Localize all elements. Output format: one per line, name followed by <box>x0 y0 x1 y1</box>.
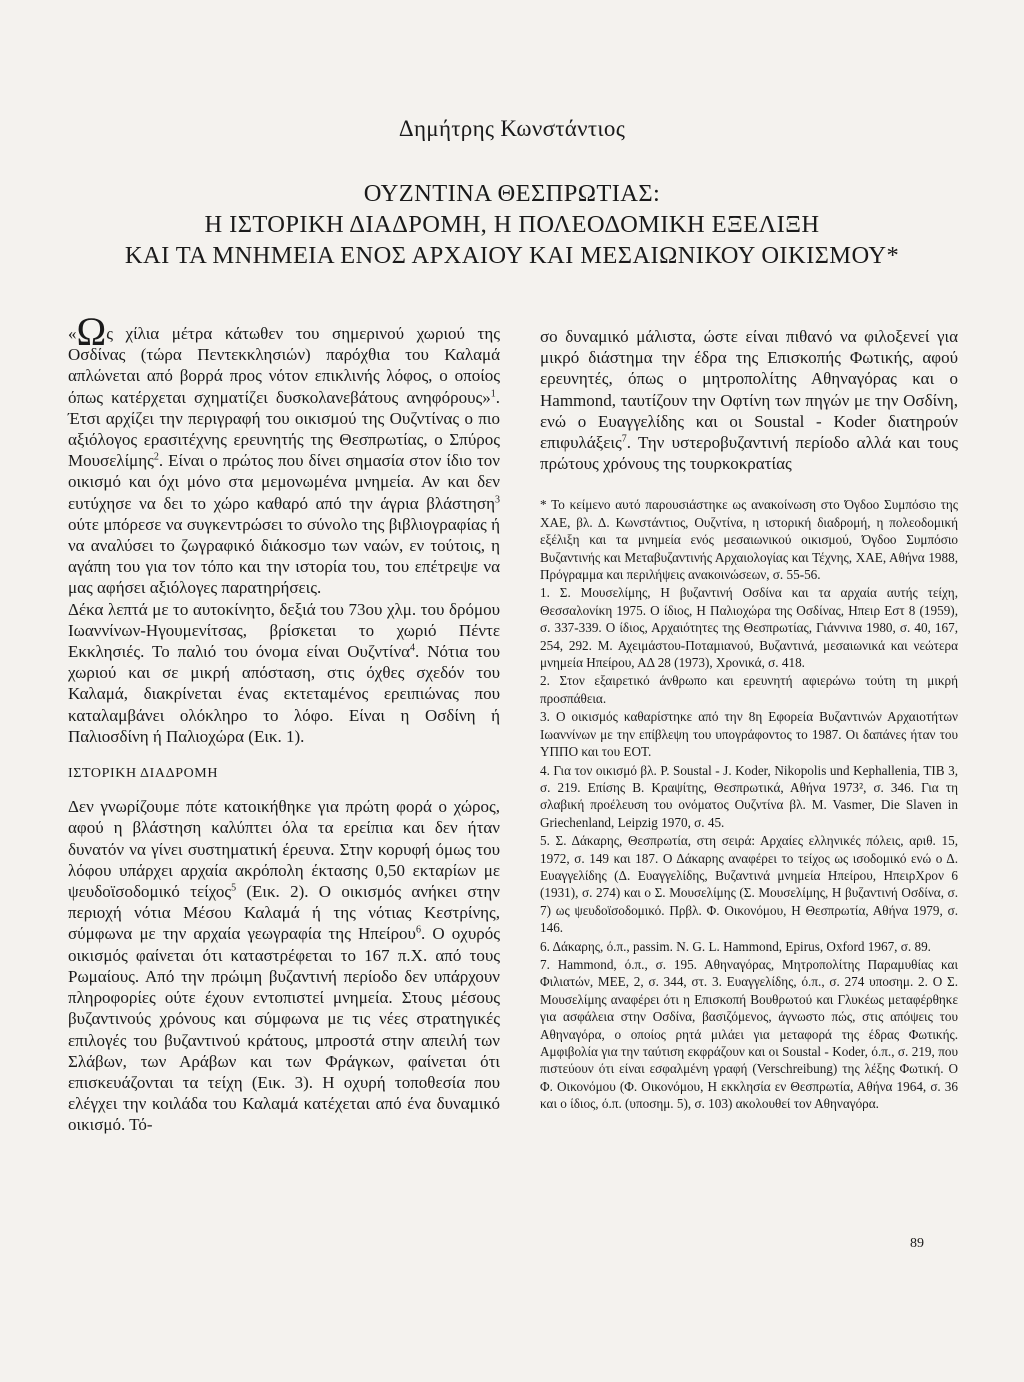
text-run: . Την υστεροβυζαντινή περίοδο αλλά και τους πρώτους χρόνους της τουρκοκρατίας <box>540 433 958 474</box>
text-run: ούτε μπόρεσε να συγκεντρώσει το σύνολο της βιβλιογραφίας ή να αναλύσει το ζωγραφικό διάκοσμο των ναών, εν τούτοις, η αγάπη του για τον τόπο και την ιστορία του, του επέτρεψε να μας αφήσει αξιόλογες παρατηρήσεις. <box>68 514 500 598</box>
footnote: 5. Σ. Δάκαρης, Θεσπρωτία, στη σειρά: Αρχαίες ελληνικές πόλεις, αριθ. 15, 1972, σ. 149 και 187. Ο Δάκαρης αναφέρει το τείχος ως ισοδομικό ενώ ο Δ. Ευαγγελίδης (Δ. Ευαγγελίδης, Βυζαντινά μνημεία Ηπείρου, ΗπειρΧρον 6 (1931), σ. 274) και ο Σ. Μουσελίμης (Σ. Μουσελίμης, Η βυζαντινή Οσδίνα, σ. 7) ως ψευδοϊσοδομικό. Πρβλ. Φ. Οικονόμου, Η Θεσπρωτία, Αθήνα 1979, σ. 146. <box>540 833 958 936</box>
open-quote: « <box>68 324 77 343</box>
text-run: (Εικ. 2). Ο οικισμός ανήκει στην περιοχή νότια Μέσου Καλαμά ή της νότιας Κεστρίνης, σύμφωνα με την αρχαία γεωγραφία της Ηπείρου <box>68 882 500 944</box>
title-line: ΚΑΙ ΤΑ ΜΝΗΜΕΙΑ ΕΝΟΣ ΑΡΧΑΙΟΥ ΚΑΙ ΜΕΣΑΙΩΝΙΚΟΥ ΟΙΚΙΣΜΟΥ* <box>124 242 900 269</box>
page-number: 89 <box>910 1236 924 1251</box>
footnote: 3. Ο οικισμός καθαρίστηκε από την 8η Εφορεία Βυζαντινών Αρχαιοτήτων Ιωαννίνων με την επίβλεψη του υπογράφοντος το 1987. Οι δαπάνες ήταν του ΥΠΠΟ και του ΕΟΤ. <box>540 709 958 760</box>
footnote-ref: 1 <box>490 387 496 399</box>
text-run: . Νότια του χωριού και σε μικρή απόσταση, στις όχθες σχεδόν του Καλαμά, διακρίνεται ένας εκτεταμένος ερειπιώνας που καταλαμβάνει ολόκληρο το λόφο. Είναι η Οσδίνη ή Παλιοσδίνη ή Παλιοχώρα (Εικ. 1). <box>68 642 500 746</box>
text-run: Δεν γνωρίζουμε πότε κατοικήθηκε για πρώτη φορά ο χώρος, αφού η βλάστηση καλύπτει όλα τα ερείπια και δεν ήταν δυνατόν να γίνει συστηματική έρευνα. Στην κορυφή όμως του λόφου υπάρχει αρχαία ακρόπολη έκτασης 0,50 εκταρίων με ψευδοϊσοδομικό τείχος <box>68 797 500 902</box>
author-name: Δημήτρης Κωνστάντιος <box>398 116 626 141</box>
footnote: 2. Στον εξαιρετικό άνθρωπο και ερευνητή αφιερώνω τούτη τη μικρή προσπάθεια. <box>540 673 958 706</box>
history-paragraph <box>68 796 500 1135</box>
footnotes <box>540 496 958 1112</box>
title-line: Η ΙΣΤΟΡΙΚΗ ΔΙΑΔΡΟΜΗ, Η ΠΟΛΕΟΔΟΜΙΚΗ ΕΞΕΛΙΞΗ <box>204 211 820 238</box>
text-run: . Έτσι αρχίζει την περιγραφή του οικισμού της Ουζντίνας ο πιο αξιόλογος ερασιτέχνης ερευνητής της Θεσπρωτίας, ο Σπύρος Μουσελίμης <box>68 387 500 471</box>
right-column <box>540 326 958 1114</box>
left-column <box>68 309 500 1136</box>
intro-paragraph <box>68 309 500 599</box>
footnote: 1. Σ. Μουσελίμης, Η βυζαντινή Οσδίνα και τα αρχαία αυτής τείχη, Θεσσαλονίκη 1975. Ο ίδιος, Η Παλιοχώρα της Οσδίνας, Ηπειρ Εστ 8 (1959), σ. 337-339. Ο ίδιος, Αρχαιότητες της Θεσπρωτίας, Γιάννινα 1980, σ. 40, 167, 254, 292. Μ. Αχειμάστου-Ποταμιανού, Βυζαντινά, μεσαιωνικά και νεώτερα μνημεία Ηπείρου, ΑΔ 28 (1973), Χρονικά, σ. 418. <box>540 585 958 671</box>
title-line: ΟΥΖΝΤΙΝΑ ΘΕΣΠΡΩΤΙΑΣ: <box>363 180 661 207</box>
text-run: σο δυναμικό μάλιστα, ώστε είναι πιθανό να φιλοξενεί για μικρό διάστημα την έδρα της Επισκοπής Φωτικής, αφού ερευνητές, όπως ο μητροπολίτης Αθηναγόρας και ο Hammond, ταυτίζουν την Οφτίνη των πηγών με την Οσδίνη, ενώ ο Ευαγγελίδης και οι Soustal - Koder διατηρούν επιφυλάξεις <box>540 327 958 453</box>
footnote: 4. Για τον οικισμό βλ. P. Soustal - J. Koder, Nikopolis und Kephallenia, TIB 3, σ. 219. Επίσης Β. Κραψίτης, Θεσπρωτικά, Αθήνα 1973², σ. 346. Για τη σλαβική προέλευση του ονόματος Ουζντίνα βλ. M. Vasmer, Die Slaven in Griechenland, Leipzig 1970, σ. 45. <box>540 762 958 830</box>
footnote-ref: 4 <box>410 642 416 654</box>
text-run: Δέκα λεπτά με το αυτοκίνητο, δεξιά του 73ου χλμ. του δρόμου Ιωαννίνων-Ηγουμενίτσας, βρίσκεται το χωριό Πέντε Εκκλησιές. Το παλιό του όνομα είναι Ουζντίνα <box>68 599 500 662</box>
drop-cap: Ω <box>76 309 107 354</box>
continuation-paragraph <box>540 326 958 474</box>
footnote-ref: 6 <box>415 924 421 936</box>
location-paragraph <box>68 599 500 747</box>
section-heading: ΙΣΤΟΡΙΚΗ ΔΙΑΔΡΟΜΗ <box>68 766 219 782</box>
article-title <box>0 178 1024 271</box>
text-run: ς χίλια μέτρα κάτωθεν του σημερινού χωριού της Οσδίνας (τώρα Πεντεκκλησιών) παρόχθια του Καλαμά απλώνεται από βορρά προς νότον επικλινής λόφος, ο οποίος όπως κατέρχεται σχηματίζει δυσκολανεβάτους ανηφόρους» <box>68 324 500 407</box>
footnote-ref: 5 <box>231 882 237 894</box>
footnote: 7. Hammond, ό.π., σ. 195. Αθηναγόρας, Μητροπολίτης Παραμυθίας και Φιλιατών, ΜΕΕ, 2, σ. 344, στ. 3. Ευαγγελίδης, ό.π., σ. 274 υποσημ. 2. Ο Σ. Μουσελίμης αναφέρει ότι η Επισκοπή Βουθρωτού και Γλυκέως μεταφέρθηκε για ασφάλεια στην Οσδίνα, βασιζόμενος, άγνωστο πώς, στις απόψεις του Αθηναγόρα, ο οποίος ρητά μιλάει για μεταφορά της έδρας Φωτικής. Αμφιβολία για την ταύτιση εκφράζουν και οι Soustal - Koder, ό.π., σ. 219, που πιστεύουν ότι είναι εσφαλμένη γραφή (Verschreibung) της λέξης Φωτική. Ο Φ. Οικονόμου (Φ. Οικονόμου, Η εκκλησία εν Θεσπρωτία, Αθήνα 1964, σ. 36 και ο ίδιος, ό.π. (υποσημ. 5), σ. 103) ακολουθεί τον Αθηναγόρα. <box>540 956 958 1112</box>
footnote-ref: 2 <box>153 451 159 463</box>
footnote: * Το κείμενο αυτό παρουσιάστηκε ως ανακοίνωση στο Όγδοο Συμπόσιο της ΧΑΕ, βλ. Δ. Κωνστάντιος, Ουζντίνα, η ιστορική διαδρομή, η πολεοδομική εξέλιξη και τα μνημεία ενός μεσαιωνικού οικισμού, Όγδοο Συμπόσιο Βυζαντινής και Μεταβυζαντινής Αρχαιολογίας και Τέχνης, ΧΑΕ, Αθήνα 1988, Πρόγραμμα και περιλήψεις ανακοινώσεων, σ. 55-56. <box>540 497 958 583</box>
text-run: . Ο οχυρός οικισμός φαίνεται ότι καταστρέφεται το 167 π.Χ. από τους Ρωμαίους. Από την πρώιμη βυζαντινή περίοδο δεν υπάρχουν πληροφορίες ούτε έχουν εντοπιστεί μνημεία. Στους μέσους βυζαντινούς χρόνους και σύμφωνα με τις νέες στρατηγικές επιλογές του βυζαντινού κράτους, μπροστά στην απειλή των Σλάβων, των Αράβων και των Φράγκων, φαίνεται ότι επισκευάζονται τα τείχη (Εικ. 3). Η οχυρή τοποθεσία που ελέγχει την κοιλάδα του Καλαμά κατέχεται από ένα δυναμικό οικισμό. Τό- <box>68 924 500 1135</box>
footnote-ref: 7 <box>621 433 627 445</box>
text-run: . Είναι ο πρώτος που δίνει σημασία στον ίδιο τον οικισμό και όχι μόνο στα μεμονωμένα μνημεία. Αν και δεν ευτύχησε να δει το χώρο καθαρό από την άγρια βλάστηση <box>68 451 500 513</box>
footnote: 6. Δάκαρης, ό.π., passim. N. G. L. Hammond, Epirus, Oxford 1967, σ. 89. <box>540 938 931 954</box>
footnote-ref: 3 <box>495 493 500 505</box>
